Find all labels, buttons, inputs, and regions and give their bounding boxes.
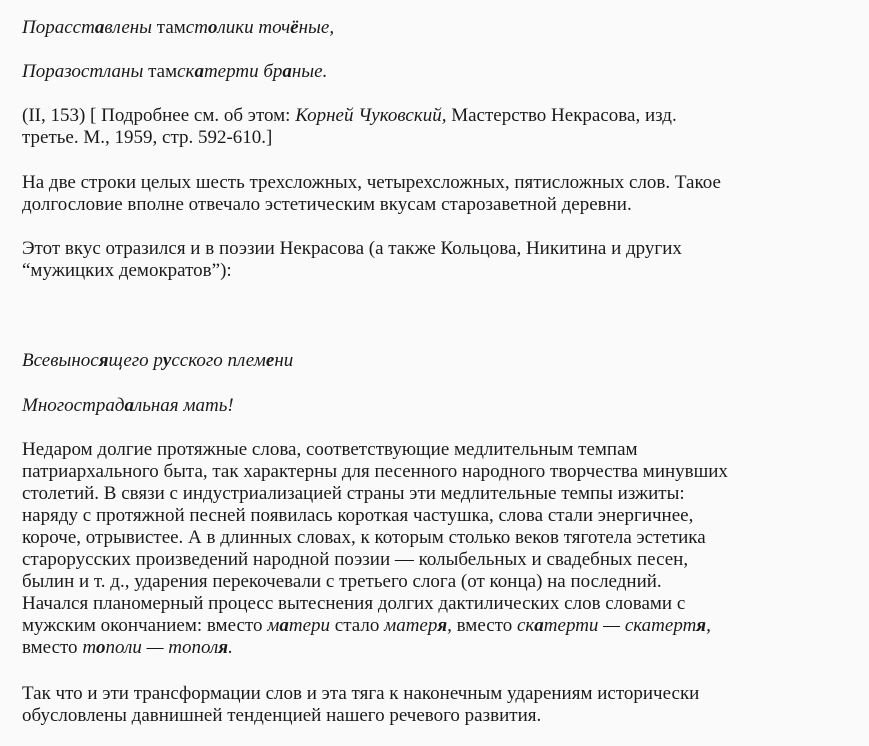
verse-text: ные, <box>298 17 335 38</box>
verse-text: ст <box>185 17 208 38</box>
paragraph-1-line2: долгословие вполне отвечало эстетическим вкусам старозаветной деревни. <box>22 194 632 215</box>
example-word-part: терти — скатерт <box>543 615 697 636</box>
stressed-vowel: а <box>94 17 105 38</box>
verse-text: Всевынос <box>22 350 99 371</box>
stressed-vowel: е <box>265 350 275 371</box>
example-word-part: поли — топол <box>105 637 219 658</box>
verse-text: лики точ <box>217 17 291 38</box>
verse-text: ск <box>177 61 195 82</box>
verse-text: сского плем <box>171 350 266 371</box>
verse2-line2 <box>22 395 849 417</box>
paragraph-3-line2: патриархального быта, так характерны для песенного народного творчества минувших <box>22 461 728 482</box>
stressed-vowel: а <box>124 395 134 416</box>
verse1-line1 <box>22 17 849 39</box>
body-text: вместо <box>451 615 517 636</box>
citation-line2: третье. М., 1959, стр. 592-610.] <box>22 127 273 148</box>
example-word-part: , <box>447 615 452 636</box>
stressed-vowel: я <box>98 350 109 371</box>
verse-text: Порасст <box>22 17 95 38</box>
example-word-part: ск <box>516 615 535 636</box>
verse-text: стланы <box>80 61 144 82</box>
example-word <box>267 615 330 636</box>
stressed-vowel: у <box>162 350 172 371</box>
example-word <box>82 637 233 658</box>
verse-text: Многострад <box>22 395 125 416</box>
paragraph-3-line9 <box>22 615 849 637</box>
example-word-part: . <box>228 637 233 658</box>
paragraph-3-line5: короче, отрывистее. А в длинных словах, к которым столько веков тяготела эстетика <box>22 527 706 548</box>
paragraph-3-line3: столетий. В связи с индустриализацией страны эти медлительные темпы изжиты: <box>22 483 685 504</box>
body-text: вместо <box>22 637 83 658</box>
verse-text: Поразо <box>22 61 81 82</box>
paragraph-4-line2: обусловлены давнишней тенденцией нашего речевого развития. <box>22 705 542 726</box>
paragraph-3-line4: наряду с протяжной песней появилась короткая частушка, слова стали энергичнее, <box>22 505 694 526</box>
example-word-part: м <box>267 615 280 636</box>
example-word-part: матер <box>384 615 438 636</box>
citation-text: Мастерство Некрасова, изд. <box>446 105 677 126</box>
paragraph-3-line6: старорусских произведений народной поэзии — колыбельных и свадебных песен, <box>22 549 689 570</box>
stressed-vowel: ё <box>290 17 299 38</box>
paragraph-2-line2: “мужицких демократов”): <box>22 260 232 281</box>
paragraph-4-line1: Так что и эти трансформации слов и эта тяга к наконечным ударениям исторически <box>22 683 700 704</box>
example-word-part: т <box>82 637 97 658</box>
stressed-vowel: а <box>282 61 292 82</box>
example-word <box>517 615 711 636</box>
body-text: мужским окончанием: вместо <box>22 615 268 636</box>
citation-author: Корней Чуковский, <box>295 105 447 126</box>
paragraph-1-line1: На две строки целых шесть трехсложных, четырехсложных, пятисложных слов. Такое <box>22 172 721 193</box>
citation-line1 <box>22 105 849 127</box>
paragraph-2-line1: Этот вкус отразился и в поэзии Некрасова (а также Кольцова, Никитина и других <box>22 238 682 259</box>
example-word-part: тери <box>288 615 331 636</box>
verse-text: там <box>156 17 186 38</box>
verse-text: ни <box>274 350 294 371</box>
stressed-vowel: а <box>534 615 544 636</box>
paragraph-3-line10 <box>22 637 849 659</box>
stressed-vowel: о <box>96 637 106 658</box>
verse2-line1 <box>22 350 849 372</box>
stressed-vowel: а <box>279 615 289 636</box>
example-word-part: , <box>706 615 711 636</box>
verse1-line2 <box>22 61 849 83</box>
verse-text: щего р <box>108 350 163 371</box>
stressed-vowel: о <box>207 17 218 38</box>
example-word <box>384 615 452 636</box>
paragraph-3-line8: Начался планомерный процесс вытеснения долгих дактилических слов словами с <box>22 593 686 614</box>
verse-text: терти бр <box>203 61 283 82</box>
verse-text: там <box>148 61 178 82</box>
stressed-vowel: я <box>437 615 448 636</box>
stressed-vowel: я <box>218 637 229 658</box>
stressed-vowel: а <box>194 61 204 82</box>
stressed-vowel: я <box>696 615 707 636</box>
verse-text: льная мать! <box>133 395 234 416</box>
verse-text: ные. <box>291 61 328 82</box>
body-text: стало <box>330 615 385 636</box>
verse-text: влены <box>104 17 153 38</box>
paragraph-3-line1: Недаром долгие протяжные слова, соответствующие медлительным темпам <box>22 439 638 460</box>
citation-text: (II, 153) [ Подробнее см. об этом: <box>22 105 296 126</box>
paragraph-3-line7: былин и т. д., ударения перекочевали с третьего слога (от конца) на последний. <box>22 571 662 592</box>
